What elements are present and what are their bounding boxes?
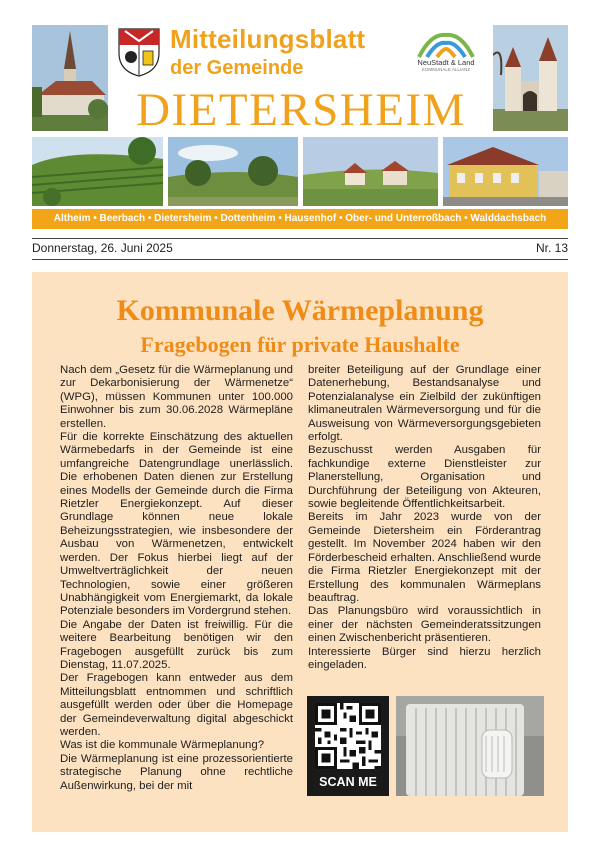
- paragraph: Bezuschusst werden Ausgaben für fachkundige externe Dienstleister zur Planerstellung, Organisation und Durchführung der Beteiligung von Akteuren, sowie begleitende Öffentlichkeitsarbeit.: [308, 444, 541, 511]
- radiator-photo: [396, 696, 544, 796]
- qr-label: SCAN ME: [319, 775, 377, 789]
- paragraph: Nach dem „Gesetz für die Wärmeplanung und zur Dekarbonisierung der Wärmenetze“ (WPG), müssen Kommunen unter 100.000 Einwohner bis zum 30.06.2028 Wärmepläne erstellen.: [60, 364, 293, 430]
- church-photo: [32, 25, 108, 131]
- article-column-right: [308, 364, 541, 672]
- paragraph: Die Wärmeplanung ist eine prozessorientierte strategische Planung ohne rechtliche Außenwirkung, bei der mit: [60, 752, 293, 792]
- paragraph: Was ist die kommunale Wärmeplanung?: [60, 739, 265, 752]
- issue-date: Donnerstag, 26. Juni 2025: [32, 241, 173, 255]
- header-title-line1: Mitteilungsblatt: [170, 24, 366, 54]
- paragraph: Die Angabe der Daten ist freiwillig. Für die weitere Bearbeitung benötigen wir den Fragebogen ausgefüllt zurück bis zum Dienstag, 11.07.2025.: [60, 618, 293, 671]
- paragraph: Der Fragebogen kann entweder aus dem Mitteilungsblatt entnommen und schriftlich ausgefüllt werden oder über die Homepage der Gemeindeverwaltung digital abgeschickt werden.: [60, 672, 293, 738]
- article-title: Kommunale Wärmeplanung: [116, 294, 484, 327]
- article-column-left: [60, 364, 293, 793]
- paragraph: Bereits im Jahr 2023 wurde von der Gemeinde Dietersheim ein Förderantrag gestellt. Im November 2024 haben wir den Förderbescheid erhalten. Anschließend wurde die Firma Rietzler Energiekonzept mit der Erstellung des kommunalen Wärmeplans beauftrag.: [308, 511, 541, 604]
- landscape-photo: [168, 137, 298, 206]
- coat-of-arms-icon: [117, 27, 161, 77]
- villages-bar: Altheim • Beerbach • Dietersheim • Dottenheim • Hausenhof • Ober- und Unterroßbach • Walddachsbach: [32, 209, 568, 229]
- qr-code[interactable]: [307, 696, 389, 796]
- article-subtitle: Fragebogen für private Haushalte: [140, 332, 460, 357]
- town-name: DIETERSHEIM: [136, 84, 466, 136]
- header-title-line2: der Gemeinde: [170, 57, 304, 79]
- issue-number: Nr. 13: [535, 241, 568, 255]
- qr-pattern-icon: [315, 703, 381, 769]
- castle-photo: [493, 25, 568, 131]
- partner-subtitle: KOMMUNALE ALLIANZ: [421, 67, 471, 72]
- paragraph: breiter Beteiligung auf der Grundlage einer Datenerhebung, Bestandsanalyse und Potenzialanalyse ein Zielbild der zukünftigen klimaneutralen Wärmeversorgung und für die Ausweisung von Wärmeversorgungsgebieten erfolgt.: [308, 364, 541, 444]
- article-box: [32, 272, 568, 832]
- paragraph: Interessierte Bürger sind hierzu herzlich eingeladen.: [308, 645, 541, 671]
- village-photo: [303, 137, 438, 206]
- vineyard-photo: [32, 137, 163, 206]
- partner-name: NeuStadt & Land: [417, 58, 475, 67]
- school-photo: [443, 137, 568, 206]
- issue-info-bar: [32, 238, 568, 260]
- paragraph: Das Planungsbüro wird voraussichtlich in einer der nächsten Gemeinderatssitzungen einen Zwischenbericht präsentieren.: [308, 605, 541, 645]
- paragraph: Für die korrekte Einschätzung des aktuellen Wärmebedarfs in der Gemeinde ist eine umfangreiche Datengrundlage unerlässlich. Die erhobenen Daten dienen zur Erstellung eines Modells der Gemeinde durch die Firma Rietzler Energiekonzept. Auf dieser Grundlage können neue lokale Beheizungsstrategien, wie insbesondere der Ausbau von Wärmenetzen, entwickelt werden. Der Fokus hierbei liegt auf der Umweltverträglichkeit der neuen Technologien, sowie einer größeren Unabhängigkeit vom Energiemarkt, da lokale Potenziale besonders im Vordergrund stehen.: [60, 431, 293, 618]
